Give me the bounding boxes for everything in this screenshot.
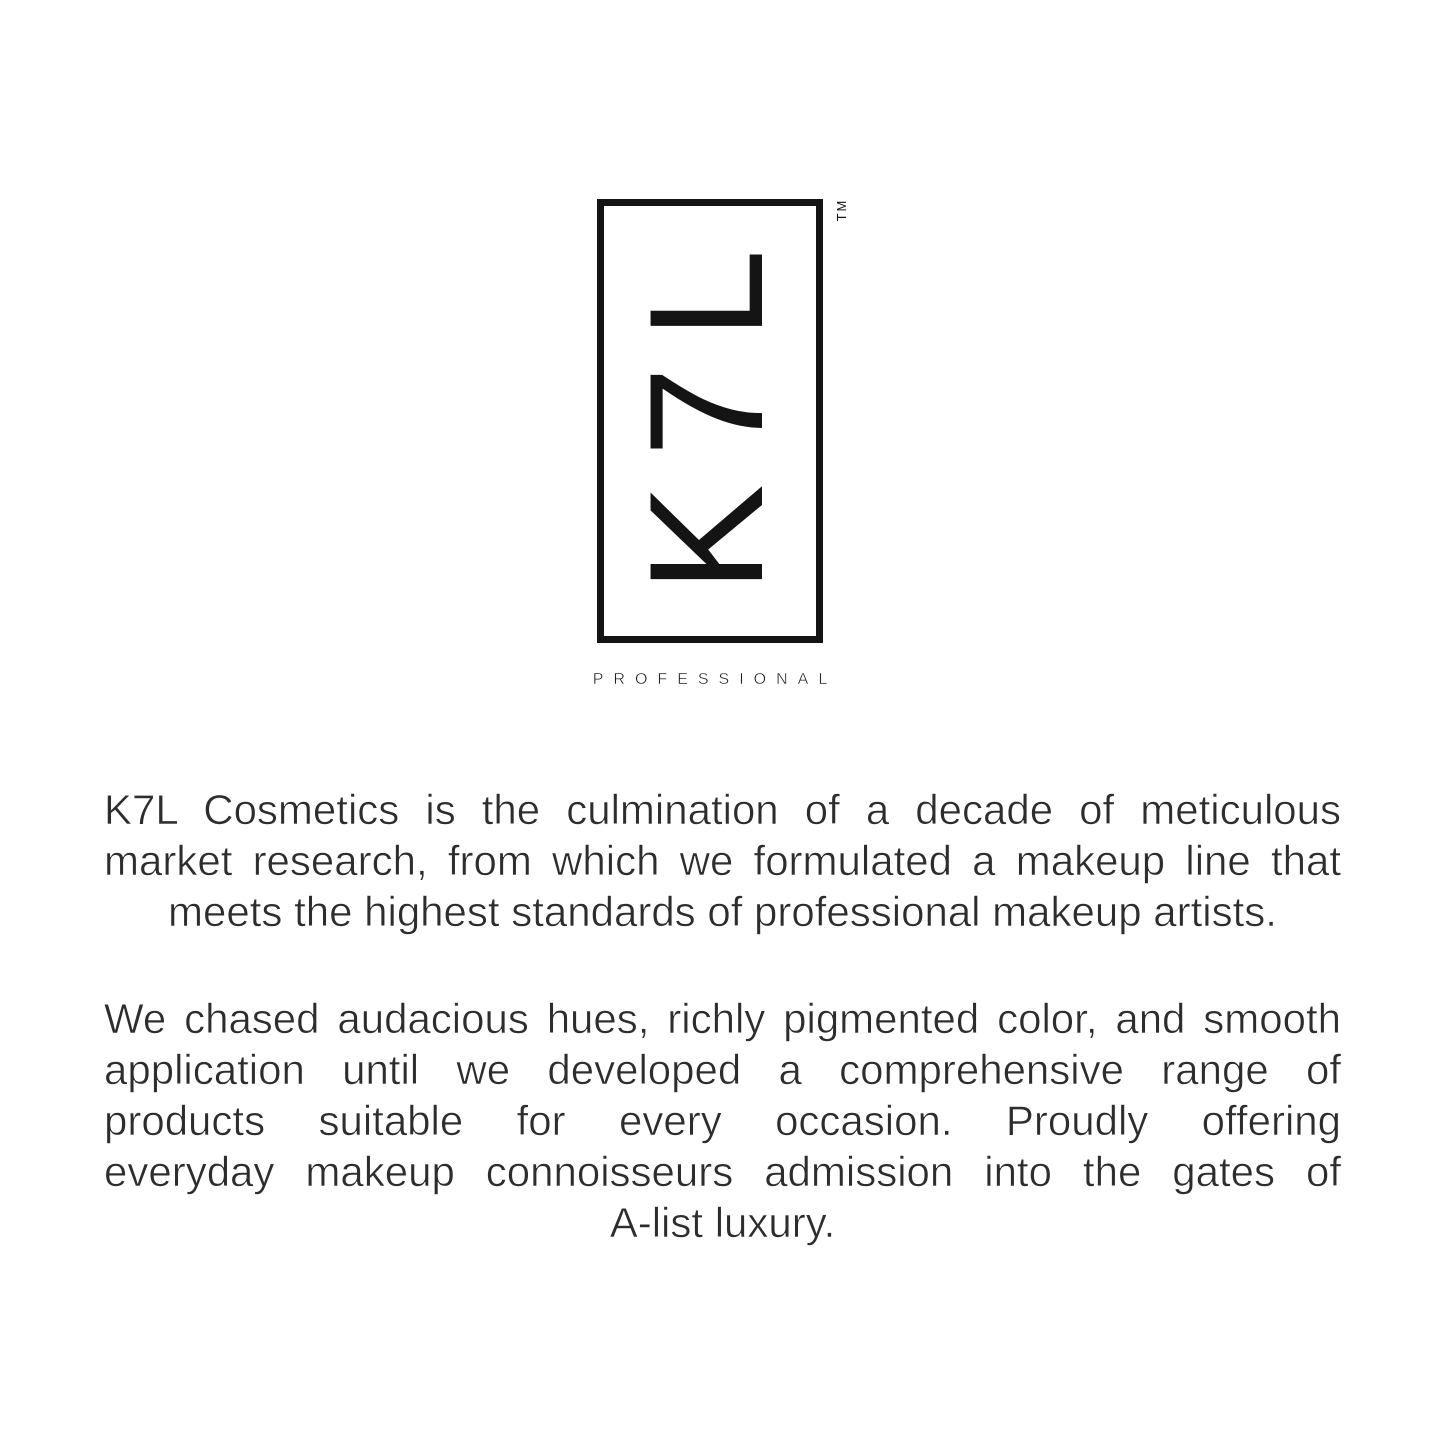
trademark-symbol: TM	[834, 198, 849, 222]
text-line: K7L Cosmetics is the culmination of a decade of meticulous	[104, 786, 1341, 833]
brand-description	[104, 784, 1341, 1248]
text-line: products suitable for every occasion. Proudly offering	[104, 1097, 1341, 1144]
text-line: meets the highest standards of professional makeup artists.	[168, 888, 1277, 935]
text-line: application until we developed a comprehensive range of	[104, 1046, 1341, 1093]
paragraph-1	[104, 784, 1341, 937]
text-line: everyday makeup connoisseurs admission into the gates of	[104, 1148, 1341, 1195]
logo-brand-text: K7L	[616, 221, 797, 593]
text-line: We chased audacious hues, richly pigmented color, and smooth	[104, 995, 1341, 1042]
text-line: market research, from which we formulated a makeup line that	[104, 837, 1341, 884]
logo-subtitle: PROFESSIONAL	[592, 671, 838, 688]
text-line: A-list luxury.	[609, 1199, 836, 1246]
paragraph-2	[104, 993, 1341, 1248]
